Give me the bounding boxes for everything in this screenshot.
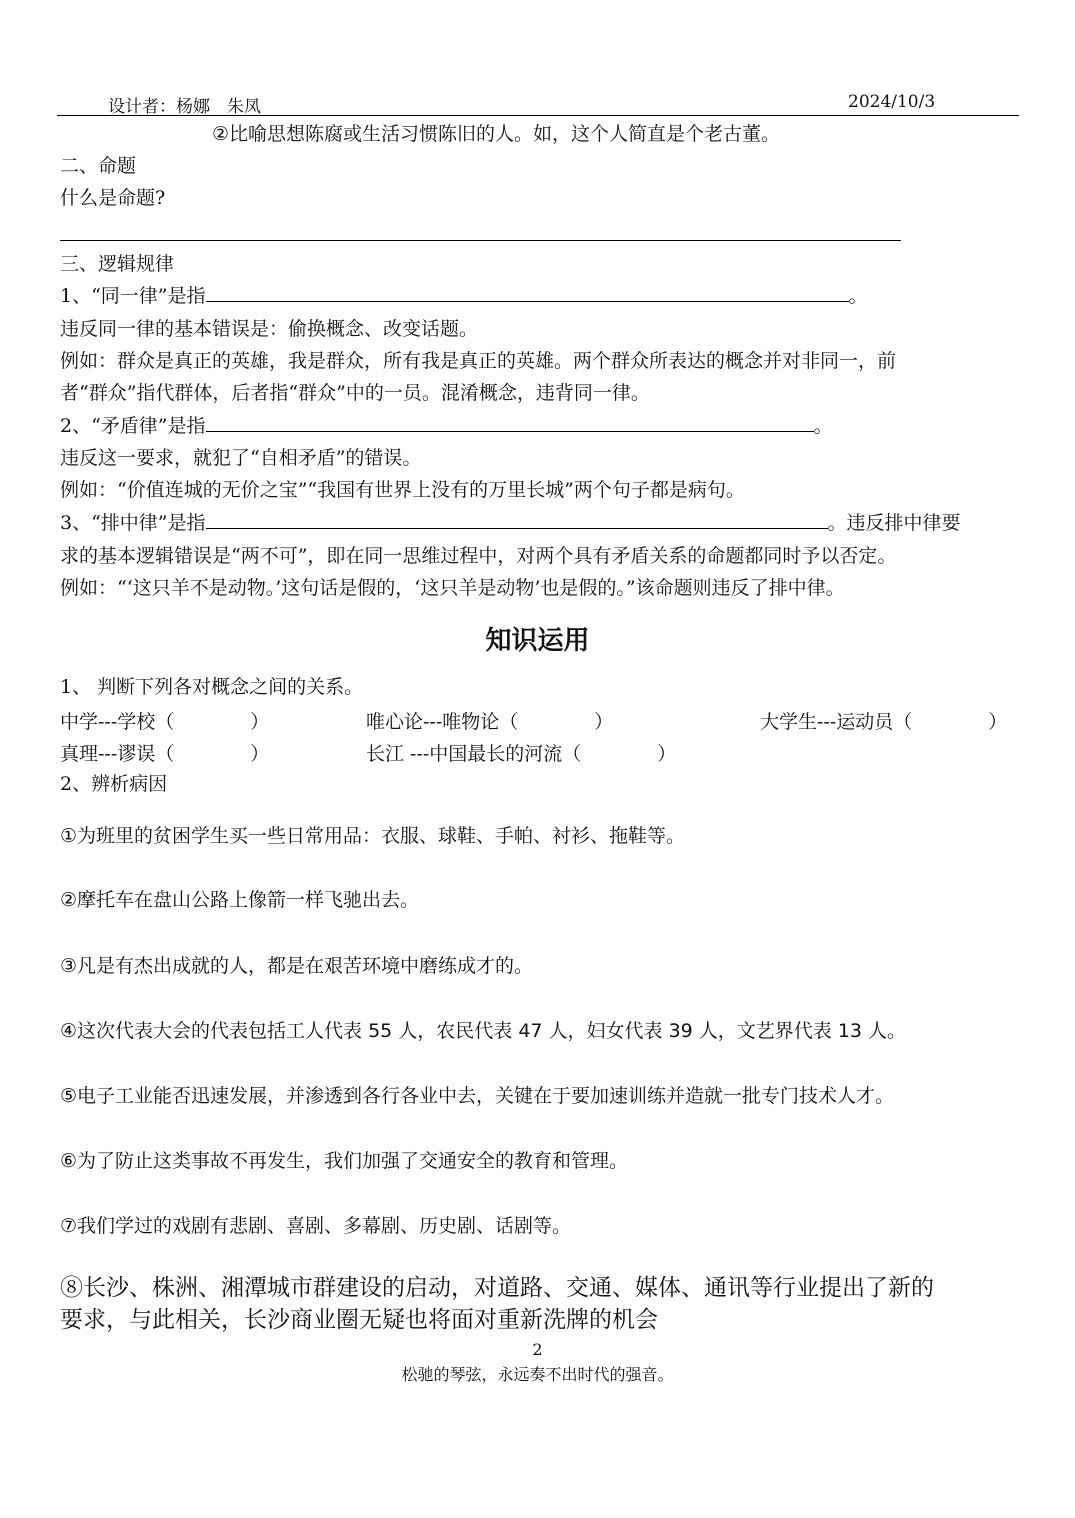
concept-pair: 唯心论---唯物论（ ） bbox=[366, 711, 614, 733]
law-contradiction-example: 例如：“价值连城的无价之宝”“我国有世界上没有的万里长城”两个句子都是病句。 bbox=[60, 479, 745, 501]
law-excluded-middle-line bbox=[60, 507, 961, 539]
faulty-sentence-8-line-2: 要求，与此相关，长沙商业圈无疑也将面对重新洗牌的机会 bbox=[60, 1307, 658, 1333]
concept-pair: 长江 ---中国最长的河流（ ） bbox=[366, 743, 677, 765]
law-contradiction-line bbox=[60, 410, 833, 442]
law-identity-prefix: 1、“同一律”是指 bbox=[60, 285, 206, 307]
law-excluded-middle-example: 例如：“‘这只羊不是动物。’这句话是假的，‘这只羊是动物’也是假的。”该命题则违反了排中律。 bbox=[60, 577, 845, 599]
faulty-sentence: ⑤电子工业能否迅速发展，并渗透到各行各业中去，关键在于要加速训练并造就一批专门技术人才。 bbox=[60, 1085, 895, 1107]
law-excluded-middle-prefix: 3、“排中律”是指 bbox=[60, 512, 206, 534]
footer-motto: 松驰的琴弦，永远奏不出时代的强音。 bbox=[401, 1365, 674, 1384]
law-excluded-middle-line-2: 求的基本逻辑错误是“两不可”，即在同一思维过程中，对两个具有矛盾关系的命题都同时予以否定。 bbox=[60, 545, 897, 567]
designer-label: 设计者：杨娜 朱凤 bbox=[108, 97, 261, 117]
concept-pair: 中学---学校（ ） bbox=[60, 711, 270, 733]
faulty-sentence: ①为班里的贫困学生买一些日常用品：衣服、球鞋、手帕、衬衫、拖鞋等。 bbox=[60, 825, 686, 847]
law-identity-blank bbox=[206, 281, 849, 302]
law-contradiction-suffix: 。 bbox=[813, 415, 833, 437]
faulty-sentence-8-line-1: ⑧长沙、株洲、湘潭城市群建设的启动，对道路、交通、媒体、通讯等行业提出了新的 bbox=[60, 1275, 934, 1301]
law-identity-example-1: 例如：群众是真正的英雄，我是群众，所有我是真正的英雄。两个群众所表达的概念并对非同一，前 bbox=[60, 350, 897, 372]
law-contradiction-prefix: 2、“矛盾律”是指 bbox=[60, 415, 206, 437]
law-contradiction-error: 违反这一要求，就犯了“自相矛盾”的错误。 bbox=[60, 447, 422, 469]
law-excluded-middle-suffix: 。违反排中律要 bbox=[827, 512, 961, 534]
law-identity-error: 违反同一律的基本错误是：偷换概念、改变话题。 bbox=[60, 318, 479, 340]
faulty-sentence: ②摩托车在盘山公路上像箭一样飞驰出去。 bbox=[60, 889, 420, 911]
page-number: 2 bbox=[532, 1340, 543, 1359]
exercise-2-title: 2、辨析病因 bbox=[60, 773, 168, 795]
knowledge-application-title: 知识运用 bbox=[485, 626, 590, 656]
metaphor-line: ②比喻思想陈腐或生活习惯陈旧的人。如，这个人简直是个老古董。 bbox=[212, 123, 781, 145]
law-contradiction-blank bbox=[206, 411, 814, 432]
faulty-sentence: ⑥为了防止这类事故不再发生，我们加强了交通安全的教育和管理。 bbox=[60, 1150, 629, 1172]
proposition-answer-blank bbox=[60, 240, 901, 241]
faulty-sentence: ⑦我们学过的戏剧有悲剧、喜剧、多幕剧、历史剧、话剧等。 bbox=[60, 1215, 572, 1237]
proposition-question: 什么是命题? bbox=[60, 187, 166, 209]
date-label: 2024/10/3 bbox=[848, 92, 936, 112]
faulty-sentence: ③凡是有杰出成就的人，都是在艰苦环境中磨练成才的。 bbox=[60, 955, 534, 977]
law-identity-line bbox=[60, 280, 868, 312]
faulty-sentence: ④这次代表大会的代表包括工人代表 55 人，农民代表 47 人，妇女代表 39 人，文艺界代表 13 人。 bbox=[60, 1020, 907, 1042]
exercise-1-title: 1、 判断下列各对概念之间的关系。 bbox=[60, 676, 364, 698]
law-identity-example-2: 者“群众”指代群体，后者指“群众”中的一员。混淆概念，违背同一律。 bbox=[60, 382, 650, 404]
law-identity-suffix: 。 bbox=[848, 285, 868, 307]
section-logic-laws-title: 三、逻辑规律 bbox=[60, 253, 175, 275]
law-excluded-middle-blank bbox=[206, 508, 828, 529]
concept-pair: 真理---谬误（ ） bbox=[60, 743, 270, 765]
concept-pair: 大学生---运动员（ ） bbox=[760, 711, 1008, 733]
section-proposition-title: 二、命题 bbox=[60, 155, 137, 177]
header-divider bbox=[57, 115, 1019, 116]
